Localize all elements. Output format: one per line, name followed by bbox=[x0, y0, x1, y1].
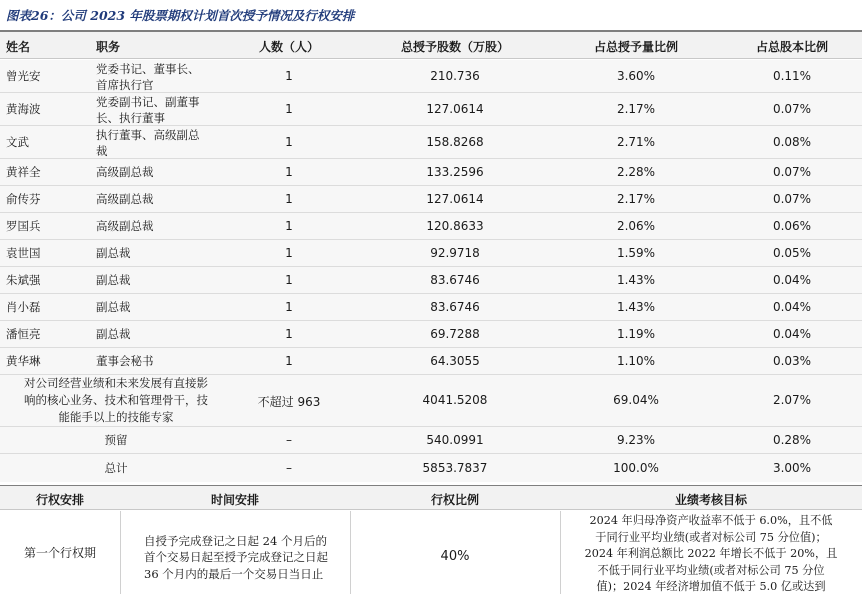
target-line: 2024 年利润总额比 2022 年增长不低于 20%，且 bbox=[584, 547, 838, 560]
header-exercise-period: 行权安排 bbox=[35, 493, 84, 507]
person-capital-ratio: 0.11% bbox=[772, 69, 812, 83]
table-row-core-staff bbox=[0, 375, 862, 427]
person-title-line: 副总裁 bbox=[96, 246, 131, 260]
person-name: 文武 bbox=[6, 135, 29, 149]
person-grant-ratio: 1.43% bbox=[616, 300, 656, 314]
person-name: 罗国兵 bbox=[6, 219, 41, 233]
person-shares: 127.0614 bbox=[426, 192, 484, 206]
target-line: 不低于同行业平均业绩(或者对标公司 75 分位 bbox=[597, 563, 825, 577]
core-count: 不超过 963 bbox=[257, 395, 321, 409]
header-time-schedule: 时间安排 bbox=[210, 493, 259, 507]
person-capital-ratio: 0.06% bbox=[772, 219, 812, 233]
person-count: 1 bbox=[285, 327, 293, 341]
person-title-line: 裁 bbox=[96, 144, 108, 158]
person-title-line: 副总裁 bbox=[96, 327, 131, 341]
target-line: 于同行业平均业绩(或者对标公司 75 分位值)； bbox=[595, 530, 827, 544]
core-shares: 4041.5208 bbox=[422, 393, 488, 407]
table-row bbox=[0, 213, 862, 240]
person-title-line: 党委书记、董事长、 bbox=[96, 62, 200, 76]
core-label-line: 对公司经营业绩和未来发展有直接影 bbox=[24, 376, 208, 390]
person-name: 黄祥全 bbox=[6, 165, 41, 179]
header-capital-ratio: 占总股本比例 bbox=[755, 40, 828, 54]
person-title-line: 高级副总裁 bbox=[96, 165, 154, 179]
person-count: 1 bbox=[285, 102, 293, 116]
core-label-line: 能能手以上的技能专家 bbox=[58, 410, 174, 424]
reserved-capital-ratio: 0.28% bbox=[772, 433, 812, 447]
person-title-line: 董事会秘书 bbox=[96, 354, 154, 368]
person-title-line: 副总裁 bbox=[96, 300, 131, 314]
person-name: 曾光安 bbox=[6, 69, 41, 83]
table1-body bbox=[0, 60, 862, 482]
person-name: 袁世国 bbox=[6, 246, 41, 260]
table-row bbox=[0, 267, 862, 294]
person-capital-ratio: 0.05% bbox=[772, 246, 812, 260]
person-shares: 127.0614 bbox=[426, 102, 484, 116]
person-count: 1 bbox=[285, 354, 293, 368]
target-line: 值)；2024 年经济增加值不低于 5.0 亿或达到 bbox=[596, 580, 826, 593]
person-capital-ratio: 0.07% bbox=[772, 102, 812, 116]
person-shares: 92.9718 bbox=[430, 246, 480, 260]
person-shares: 158.8268 bbox=[426, 135, 484, 149]
table1-header bbox=[0, 32, 862, 59]
performance-target bbox=[560, 511, 862, 594]
header-shares: 总授予股数（万股） bbox=[400, 40, 509, 54]
reserved-grant-ratio: 9.23% bbox=[616, 433, 656, 447]
header-exercise-ratio: 行权比例 bbox=[430, 493, 479, 507]
exercise-time-schedule bbox=[120, 511, 350, 594]
header-name: 姓名 bbox=[6, 40, 31, 54]
table-row bbox=[0, 93, 862, 126]
person-capital-ratio: 0.04% bbox=[772, 327, 812, 341]
exercise-ratio: 40% bbox=[440, 549, 470, 564]
reserved-label: 预留 bbox=[104, 433, 128, 447]
person-grant-ratio: 1.19% bbox=[616, 327, 656, 341]
person-capital-ratio: 0.07% bbox=[772, 192, 812, 206]
person-grant-ratio: 2.71% bbox=[616, 135, 656, 149]
person-grant-ratio: 2.28% bbox=[616, 165, 656, 179]
person-shares: 83.6746 bbox=[430, 273, 480, 287]
total-capital-ratio: 3.00% bbox=[772, 461, 812, 475]
person-title-line: 高级副总裁 bbox=[96, 219, 154, 233]
time-line: 首个交易日起至授予完成登记之日起 bbox=[144, 550, 328, 565]
core-grant-ratio: 69.04% bbox=[613, 393, 659, 407]
time-line: 36 个月内的最后一个交易日当日止 bbox=[144, 566, 324, 581]
total-shares: 5853.7837 bbox=[422, 461, 488, 475]
core-label-line: 响的核心业务、技术和管理骨干，技 bbox=[24, 393, 208, 407]
person-title-line: 党委副书记、副董事 bbox=[96, 95, 200, 109]
person-name: 俞传芬 bbox=[6, 192, 41, 206]
total-count: – bbox=[286, 461, 292, 475]
person-grant-ratio: 1.10% bbox=[616, 354, 656, 368]
person-grant-ratio: 2.06% bbox=[616, 219, 656, 233]
person-grant-ratio: 2.17% bbox=[616, 102, 656, 116]
person-name: 肖小磊 bbox=[6, 300, 41, 314]
table-row bbox=[0, 126, 862, 159]
person-shares: 83.6746 bbox=[430, 300, 480, 314]
header-performance-target: 业绩考核目标 bbox=[674, 493, 747, 507]
person-capital-ratio: 0.07% bbox=[772, 165, 812, 179]
header-title: 职务 bbox=[96, 40, 121, 54]
person-name: 黄海波 bbox=[6, 102, 41, 116]
table2-header bbox=[0, 485, 862, 510]
person-capital-ratio: 0.04% bbox=[772, 300, 812, 314]
table-row-total bbox=[0, 454, 862, 482]
person-shares: 133.2596 bbox=[426, 165, 484, 179]
figure-caption: 图表26：公司 2023 年股票期权计划首次授予情况及行权安排 bbox=[6, 8, 355, 23]
total-grant-ratio: 100.0% bbox=[613, 461, 659, 475]
reserved-count: – bbox=[286, 433, 292, 447]
person-name: 朱斌强 bbox=[6, 273, 41, 287]
table-row-reserved bbox=[0, 427, 862, 454]
person-grant-ratio: 1.59% bbox=[616, 246, 656, 260]
person-capital-ratio: 0.08% bbox=[772, 135, 812, 149]
table-row bbox=[0, 240, 862, 267]
person-capital-ratio: 0.03% bbox=[772, 354, 812, 368]
person-count: 1 bbox=[285, 273, 293, 287]
total-label: 总计 bbox=[104, 461, 128, 475]
header-grant-ratio: 占总授予量比例 bbox=[593, 40, 678, 54]
table-row bbox=[0, 159, 862, 186]
person-count: 1 bbox=[285, 165, 293, 179]
person-count: 1 bbox=[285, 300, 293, 314]
person-count: 1 bbox=[285, 69, 293, 83]
person-shares: 210.736 bbox=[430, 69, 480, 83]
person-count: 1 bbox=[285, 219, 293, 233]
person-title-line: 执行董事、高级副总 bbox=[96, 128, 200, 142]
person-grant-ratio: 2.17% bbox=[616, 192, 656, 206]
reserved-shares: 540.0991 bbox=[426, 433, 484, 447]
table-row bbox=[0, 186, 862, 213]
person-shares: 64.3055 bbox=[430, 354, 480, 368]
table-row bbox=[0, 294, 862, 321]
person-shares: 69.7288 bbox=[430, 327, 480, 341]
table-row bbox=[0, 348, 862, 375]
exercise-period-name: 第一个行权期 bbox=[23, 546, 96, 560]
time-line: 自授予完成登记之日起 24 个月后的 bbox=[144, 533, 327, 548]
person-count: 1 bbox=[285, 192, 293, 206]
person-count: 1 bbox=[285, 246, 293, 260]
header-count: 人数（人） bbox=[258, 40, 319, 54]
person-capital-ratio: 0.04% bbox=[772, 273, 812, 287]
person-title-line: 长、执行董事 bbox=[96, 111, 165, 125]
person-title-line: 首席执行官 bbox=[96, 78, 154, 92]
person-name: 潘恒亮 bbox=[6, 327, 41, 341]
person-grant-ratio: 1.43% bbox=[616, 273, 656, 287]
table-row bbox=[0, 60, 862, 93]
person-title-line: 高级副总裁 bbox=[96, 192, 154, 206]
person-grant-ratio: 3.60% bbox=[616, 69, 656, 83]
target-line: 2024 年归母净资产收益率不低于 6.0%，且不低 bbox=[589, 514, 833, 527]
person-shares: 120.8633 bbox=[426, 219, 484, 233]
table-row bbox=[0, 321, 862, 348]
person-count: 1 bbox=[285, 135, 293, 149]
person-title-line: 副总裁 bbox=[96, 273, 131, 287]
core-capital-ratio: 2.07% bbox=[772, 393, 812, 407]
person-name: 黄华琳 bbox=[6, 354, 41, 368]
table-row-first-exercise bbox=[0, 511, 862, 594]
